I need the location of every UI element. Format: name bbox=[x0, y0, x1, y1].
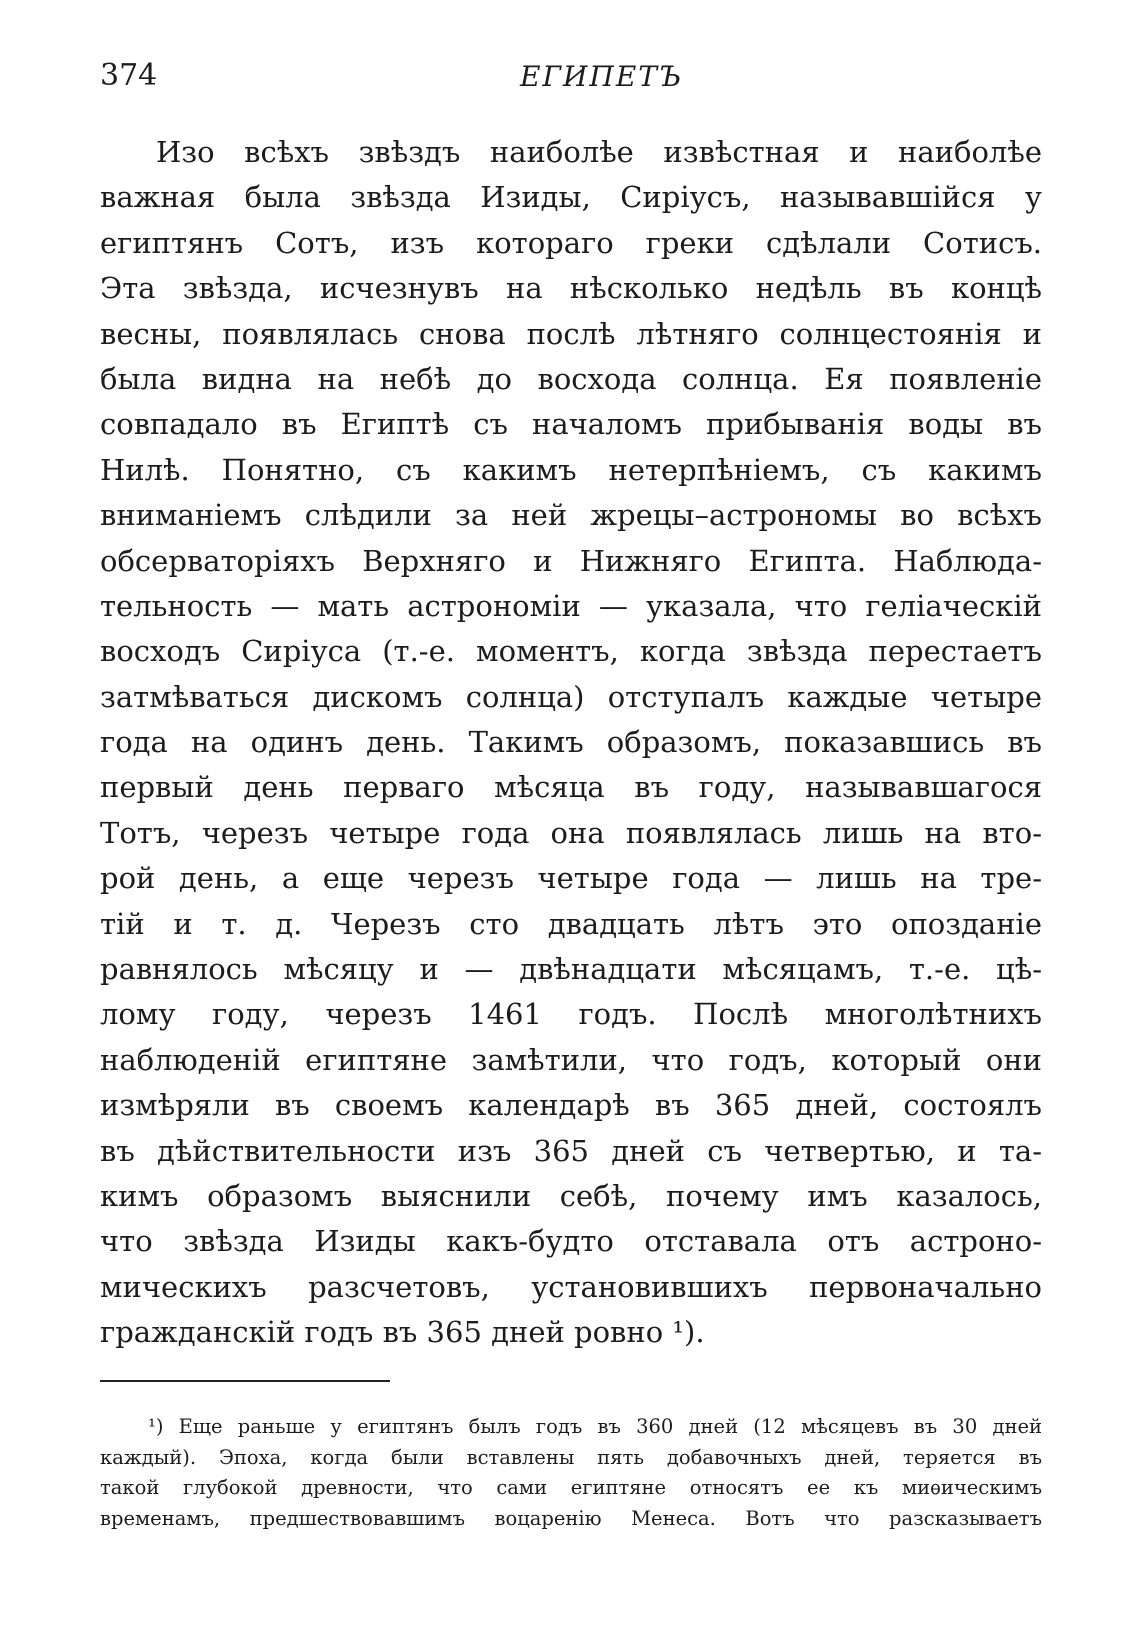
text-line: тельность — мать астрономіи — указала, что геліаческій bbox=[100, 588, 1042, 623]
footnote-line: временамъ, предшествовавшимъ воцаренію Менеса. Вотъ что разсказываетъ bbox=[100, 1506, 1042, 1530]
text-line: равнялось мѣсяцу и — двѣнадцати мѣсяцамъ, т.-е. цѣ- bbox=[100, 952, 1042, 987]
page-header bbox=[100, 58, 1040, 104]
text-line: въ дѣйствительности изъ 365 дней съ четвертью, и та- bbox=[100, 1133, 1042, 1168]
text-line: Нилѣ. Понятно, съ какимъ нетерпѣніемъ, съ какимъ bbox=[100, 452, 1042, 487]
text-line: Тотъ, черезъ четыре года она появлялась лишь на вто- bbox=[100, 815, 1042, 850]
page-number: 374 bbox=[100, 58, 158, 93]
footnote bbox=[100, 1412, 1042, 1534]
text-line: тій и т. д. Черезъ сто двадцать лѣтъ это опозданіе bbox=[100, 906, 1042, 941]
text-line: обсерваторіяхъ Верхняго и Нижняго Египта. Наблюда- bbox=[100, 543, 1042, 578]
footnote-line: такой глубокой древности, что сами египтяне относятъ ее къ миѳическимъ bbox=[100, 1476, 1042, 1499]
running-title: ЕГИПЕТЪ bbox=[520, 60, 684, 93]
main-text bbox=[100, 130, 1042, 1356]
text-line: совпадало въ Египтѣ съ началомъ прибыванія воды въ bbox=[100, 407, 1042, 442]
text-line: Изо всѣхъ звѣздъ наиболѣе извѣстная и наиболѣе bbox=[156, 135, 1042, 169]
text-line: Эта звѣзда, исчезнувъ на нѣсколько недѣль въ концѣ bbox=[100, 271, 1042, 306]
footnote-divider bbox=[100, 1380, 390, 1382]
text-line: гражданскій годъ въ 365 дней ровно ¹). bbox=[100, 1315, 705, 1350]
text-line: важная была звѣзда Изиды, Сиріусъ, называвшійся у bbox=[100, 180, 1042, 215]
text-line: наблюденій египтяне замѣтили, что годъ, который они bbox=[100, 1042, 1042, 1077]
text-line: затмѣваться дискомъ солнца) отступалъ каждые четыре bbox=[100, 679, 1042, 714]
text-line: была видна на небѣ до восхода солнца. Ея появленіе bbox=[100, 361, 1042, 396]
text-line: мическихъ разсчетовъ, установившихъ первоначально bbox=[100, 1269, 1042, 1304]
text-line: восходъ Сиріуса (т.-е. моментъ, когда звѣзда перестаетъ bbox=[100, 634, 1042, 669]
text-line: года на одинъ день. Такимъ образомъ, показавшись въ bbox=[100, 725, 1042, 760]
text-line: весны, появлялась снова послѣ лѣтняго солнцестоянія и bbox=[100, 316, 1042, 351]
text-line: измѣряли въ своемъ календарѣ въ 365 дней, состоялъ bbox=[100, 1088, 1042, 1123]
text-line: рой день, а еще черезъ четыре года — лишь на тре- bbox=[100, 861, 1042, 896]
text-line: египтянъ Сотъ, изъ котораго греки сдѣлали Сотисъ. bbox=[100, 225, 1042, 260]
footnote-line: ¹) Еще раньше у египтянъ былъ годъ въ 360 дней (12 мѣсяцевъ въ 30 дней bbox=[148, 1415, 1042, 1438]
text-line: что звѣзда Изиды какъ-будто отставала отъ астроно- bbox=[100, 1224, 1042, 1259]
text-line: лому году, черезъ 1461 годъ. Послѣ многолѣтнихъ bbox=[100, 997, 1042, 1032]
text-line: вниманіемъ слѣдили за ней жрецы–астрономы во всѣхъ bbox=[100, 498, 1042, 533]
footnote-line: каждый). Эпоха, когда были вставлены пять добавочныхъ дней, теряется въ bbox=[100, 1445, 1042, 1469]
text-line: первый день перваго мѣсяца въ году, называвшагося bbox=[100, 770, 1042, 805]
text-line: кимъ образомъ выяснили себѣ, почему имъ казалось, bbox=[100, 1178, 1042, 1213]
